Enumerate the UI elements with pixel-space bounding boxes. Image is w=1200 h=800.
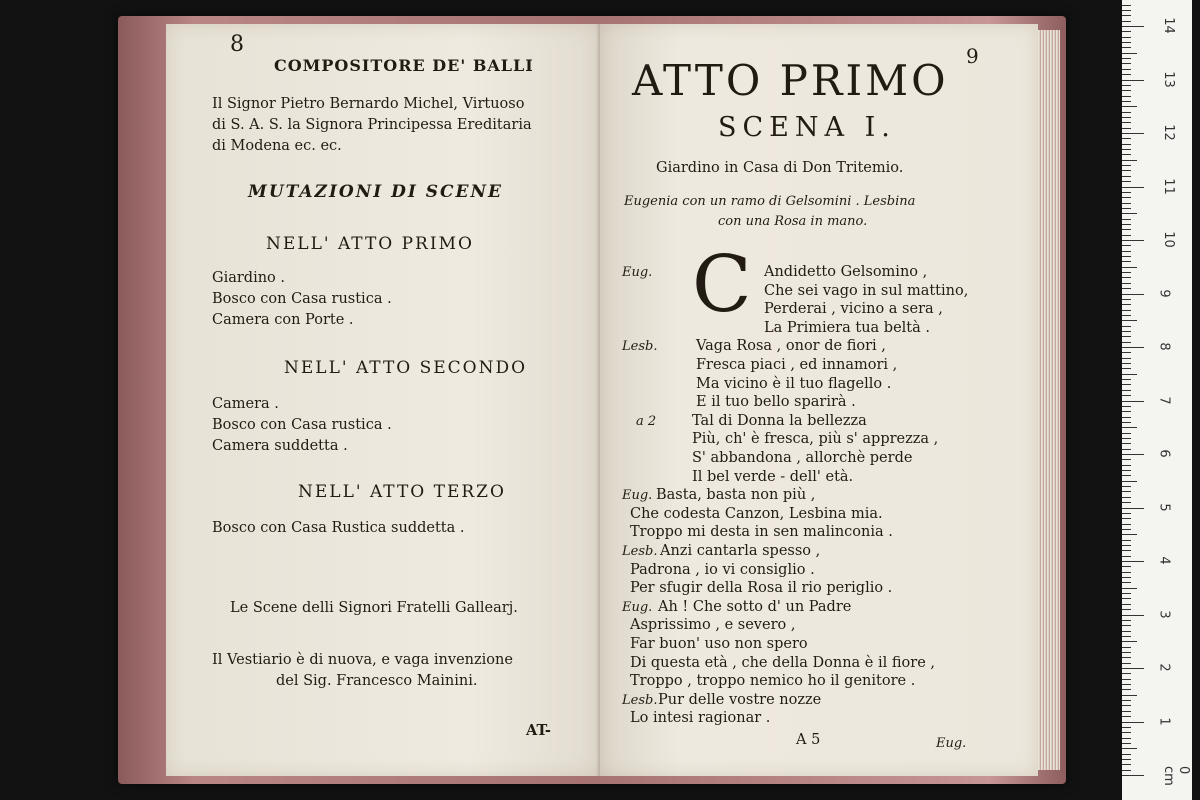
ruler-tick (1122, 133, 1144, 134)
act-title: ATTO PRIMO (632, 56, 949, 105)
ruler-tick (1122, 347, 1144, 348)
ruler-tick (1122, 433, 1131, 434)
verse-line: E il tuo bello sparirà . (696, 394, 856, 411)
ruler-tick (1122, 5, 1131, 6)
ruler-tick (1122, 620, 1131, 621)
verse-line: Pur delle vostre nozze (658, 691, 822, 708)
ruler-tick (1122, 722, 1144, 723)
drop-cap: C (692, 240, 752, 330)
ruler-tick (1122, 390, 1131, 391)
ruler-tick (1122, 540, 1131, 541)
ruler-tick (1122, 165, 1131, 166)
scene-item: Giardino . (212, 270, 286, 286)
costume-credit-line: del Sig. Francesco Mainini. (276, 673, 478, 689)
catchword: AT- (526, 722, 551, 739)
ruler-tick (1122, 283, 1131, 284)
ruler-tick (1122, 502, 1131, 503)
ruler-tick (1122, 481, 1137, 482)
act-one-heading: NELL' ATTO PRIMO (266, 234, 474, 254)
ruler-tick (1122, 224, 1131, 225)
ruler-tick (1122, 149, 1131, 150)
ruler-label: 4 (1156, 556, 1172, 565)
ruler-label: 12 (1160, 124, 1176, 141)
page-number: 8 (230, 32, 244, 57)
verse-line: Troppo mi desta in sen malinconia . (630, 524, 893, 541)
ruler-tick (1122, 764, 1131, 765)
verse-line: Andidetto Gelsomino , (764, 264, 928, 280)
verse-line: Troppo , troppo nemico ho il genitore . (630, 673, 916, 690)
ruler-tick (1122, 438, 1131, 439)
ruler-tick (1122, 379, 1131, 380)
ruler-label: 10 (1160, 231, 1176, 248)
ruler-tick (1122, 331, 1131, 332)
ruler-tick (1122, 219, 1131, 220)
ruler-tick (1122, 417, 1131, 418)
ruler-tick (1122, 443, 1131, 444)
ruler-label: 5 (1156, 502, 1172, 512)
speaker-label: Lesb. (622, 339, 658, 355)
ruler-tick (1122, 176, 1131, 177)
speaker-label: a 2 (636, 413, 657, 429)
ruler-tick (1122, 352, 1131, 353)
ruler-tick (1122, 272, 1131, 273)
ruler-tick (1122, 187, 1144, 188)
ruler-tick (1122, 411, 1131, 412)
ruler-tick (1122, 577, 1131, 578)
ruler-tick (1122, 304, 1131, 305)
ruler-tick (1122, 197, 1131, 198)
ruler-tick (1122, 229, 1131, 230)
ruler-tick (1122, 550, 1131, 551)
ruler-tick (1122, 47, 1131, 48)
scene-item: Camera . (212, 396, 279, 412)
ruler-tick (1122, 144, 1131, 145)
ruler-tick (1122, 705, 1131, 706)
stage-direction-line: con una Rosa in mano. (718, 214, 868, 229)
verse-line: Far buon' uso non spero (630, 636, 808, 652)
ruler-tick (1122, 42, 1131, 43)
act-three-heading: NELL' ATTO TERZO (298, 482, 506, 502)
verse-line: Asprissimo , e severo , (630, 617, 796, 634)
speaker-label: Eug. (622, 488, 653, 504)
composer-line: di S. A. S. la Signora Principessa Ereditaria (212, 117, 532, 133)
ruler-tick (1122, 609, 1131, 610)
ruler-tick (1122, 459, 1131, 460)
verse-line: Tal di Donna la bellezza (692, 412, 867, 429)
costume-credit-line: Il Vestiario è di nuova, e vaga invenzione (212, 652, 513, 668)
ruler-tick (1122, 310, 1131, 311)
ruler-tick (1122, 117, 1131, 118)
ruler-tick (1122, 470, 1131, 471)
ruler-tick (1122, 363, 1131, 364)
ruler-tick (1122, 294, 1144, 295)
page-edges (1038, 30, 1060, 770)
ruler-tick (1122, 625, 1131, 626)
ruler-tick (1122, 615, 1144, 616)
ruler-tick (1122, 679, 1131, 680)
ruler-tick (1122, 261, 1131, 262)
ruler-tick (1122, 138, 1131, 139)
page-number: 9 (966, 44, 979, 68)
ruler-tick (1122, 561, 1144, 562)
ruler-tick (1122, 21, 1131, 22)
verse-line: Vaga Rosa , onor de fiori , (696, 338, 886, 355)
verse-line: Basta, basta non più , (656, 487, 816, 504)
scenery-credit: Le Scene delli Signori Fratelli Gallearj. (230, 600, 518, 616)
ruler-tick (1122, 326, 1131, 327)
measuring-ruler (1122, 0, 1192, 800)
ruler-tick (1122, 716, 1131, 717)
catchword: Eug. (936, 736, 967, 751)
verse-line: Che codesta Canzon, Lesbina mia. (630, 505, 883, 522)
ruler-tick (1122, 69, 1131, 70)
ruler-tick (1122, 112, 1131, 113)
ruler-tick (1122, 31, 1131, 32)
stage-direction-line: Eugenia con un ramo di Gelsomini . Lesbina (624, 194, 916, 209)
ruler-tick (1122, 652, 1131, 653)
ruler-tick (1122, 235, 1131, 236)
ruler-tick (1122, 636, 1131, 637)
scene-item: Camera con Porte . (212, 312, 354, 328)
verse-line: Di questa età , che della Donna è il fiore , (630, 654, 936, 671)
verse-line: Fresca piaci , ed innamori , (696, 357, 898, 373)
ballet-composer-heading: COMPOSITORE DE' BALLI (274, 56, 534, 75)
ruler-tick (1122, 288, 1131, 289)
verse-line: Anzi cantarla spesso , (660, 543, 821, 559)
verse-line: La Primiera tua beltà . (764, 319, 930, 336)
ruler-tick (1122, 63, 1131, 64)
ruler-tick (1122, 192, 1131, 193)
ruler-tick (1122, 395, 1131, 396)
ruler-tick (1122, 26, 1144, 27)
ruler-tick (1122, 497, 1131, 498)
ruler-tick (1122, 315, 1131, 316)
ruler-tick (1122, 593, 1131, 594)
ruler-tick (1122, 154, 1131, 155)
ruler-tick (1122, 449, 1131, 450)
ruler-tick (1122, 213, 1137, 214)
ruler-tick (1122, 368, 1131, 369)
ruler-tick (1122, 475, 1131, 476)
ruler-label: 8 (1156, 342, 1172, 351)
ruler-tick (1122, 598, 1131, 599)
ruler-tick (1122, 566, 1131, 567)
ruler-label: 11 (1160, 177, 1176, 195)
ruler-tick (1122, 657, 1131, 658)
ruler-tick (1122, 256, 1131, 257)
ruler-tick (1122, 181, 1131, 182)
ruler-tick (1122, 96, 1131, 97)
verse-line: Padrona , io vi consiglio . (630, 561, 815, 578)
verse-line: Più, ch' è fresca, più s' apprezza , (692, 431, 939, 448)
ruler-tick (1122, 518, 1131, 519)
ruler-tick (1122, 277, 1131, 278)
ruler-tick (1122, 85, 1131, 86)
ruler-tick (1122, 58, 1131, 59)
ruler-label: 6 (1156, 449, 1172, 458)
left-page (166, 24, 600, 776)
verse-line: Il bel verde - dell' età. (692, 468, 854, 485)
scene-item: Bosco con Casa Rustica suddetta . (212, 520, 465, 536)
ruler-tick (1122, 486, 1131, 487)
speaker-label: Eug. (622, 265, 653, 280)
verse-line: Ma vicino è il tuo flagello . (696, 375, 892, 392)
ruler-tick (1122, 695, 1137, 696)
ruler-tick (1122, 759, 1131, 760)
ruler-tick (1122, 770, 1131, 771)
verse-line: Lo intesi ragionar . (630, 710, 771, 727)
scene-item: Camera suddetta . (212, 438, 348, 454)
ruler-label: 0 cm (1161, 766, 1191, 786)
ruler-label: 1 (1156, 716, 1172, 726)
verse-line: Ah ! Che sotto d' un Padre (658, 598, 852, 615)
ruler-tick (1122, 406, 1131, 407)
ruler-tick (1122, 711, 1131, 712)
ruler-tick (1122, 245, 1131, 246)
ruler-tick (1122, 663, 1131, 664)
ruler-tick (1122, 101, 1131, 102)
ruler-tick (1122, 240, 1144, 241)
ruler-tick (1122, 128, 1131, 129)
ruler-tick (1122, 384, 1131, 385)
ruler-label: 7 (1156, 395, 1172, 405)
ruler-tick (1122, 673, 1131, 674)
ruler-tick (1122, 299, 1131, 300)
ruler-tick (1122, 203, 1131, 204)
speaker-label: Eug. (622, 599, 653, 615)
scene-changes-title: MUTAZIONI DI SCENE (248, 182, 504, 202)
ruler-tick (1122, 582, 1131, 583)
ruler-tick (1122, 342, 1131, 343)
ruler-tick (1122, 401, 1144, 402)
ruler-tick (1122, 508, 1144, 509)
ruler-tick (1122, 684, 1131, 685)
ruler-tick (1122, 572, 1131, 573)
ruler-tick (1122, 491, 1131, 492)
ruler-tick (1122, 647, 1131, 648)
ruler-tick (1122, 754, 1131, 755)
ruler-tick (1122, 170, 1131, 171)
ruler-tick (1122, 631, 1131, 632)
scene-item: Bosco con Casa rustica . (212, 417, 392, 433)
verse-line: Per sfugir della Rosa il rio periglio . (630, 580, 893, 597)
ruler-tick (1122, 160, 1137, 161)
ruler-tick (1122, 10, 1131, 11)
ruler-label: 13 (1160, 70, 1176, 88)
ruler-label: 2 (1156, 663, 1172, 672)
ruler-tick (1122, 320, 1137, 321)
scene-item: Bosco con Casa rustica . (212, 291, 392, 307)
right-page (600, 24, 1038, 776)
act-two-heading: NELL' ATTO SECONDO (284, 358, 528, 378)
ruler-tick (1122, 689, 1131, 690)
scene-setting: Giardino in Casa di Don Tritemio. (656, 160, 904, 176)
ruler-tick (1122, 427, 1137, 428)
ruler-tick (1122, 267, 1137, 268)
ruler-tick (1122, 90, 1131, 91)
ruler-tick (1122, 529, 1131, 530)
ruler-tick (1122, 336, 1131, 337)
ruler-tick (1122, 668, 1144, 669)
ruler-tick (1122, 545, 1131, 546)
composer-line: di Modena ec. ec. (212, 138, 342, 154)
ruler-tick (1122, 775, 1144, 776)
ruler-tick (1122, 454, 1144, 455)
ruler-tick (1122, 641, 1137, 642)
ruler-tick (1122, 422, 1131, 423)
signature-mark: A 5 (796, 732, 821, 748)
ruler-tick (1122, 251, 1131, 252)
ruler-tick (1122, 534, 1137, 535)
speaker-label: Lesb. (622, 692, 658, 708)
verse-line: Che sei vago in sul mattino, (764, 282, 969, 299)
ruler-tick (1122, 374, 1137, 375)
ruler-tick (1122, 732, 1131, 733)
composer-line: Il Signor Pietro Bernardo Michel, Virtuoso (212, 96, 525, 112)
ruler-tick (1122, 700, 1131, 701)
ruler-label: 14 (1160, 17, 1176, 34)
ruler-tick (1122, 524, 1131, 525)
ruler-tick (1122, 74, 1131, 75)
ruler-tick (1122, 80, 1144, 81)
ruler-tick (1122, 556, 1131, 557)
verse-line: S' abbandona , allorchè perde (692, 450, 913, 466)
ruler-tick (1122, 748, 1137, 749)
ruler-tick (1122, 604, 1131, 605)
ruler-tick (1122, 588, 1137, 589)
speaker-label: Lesb. (622, 544, 658, 559)
ruler-tick (1122, 465, 1131, 466)
ruler-tick (1122, 513, 1131, 514)
ruler-tick (1122, 122, 1131, 123)
ruler-tick (1122, 743, 1131, 744)
ruler-tick (1122, 15, 1131, 16)
ruler-tick (1122, 358, 1131, 359)
ruler-tick (1122, 208, 1131, 209)
ruler-tick (1122, 738, 1131, 739)
ruler-label: 9 (1156, 288, 1172, 298)
ruler-tick (1122, 53, 1137, 54)
ruler-tick (1122, 727, 1131, 728)
ruler-tick (1122, 37, 1131, 38)
scene-title: SCENA I. (718, 112, 896, 143)
ruler-tick (1122, 106, 1137, 107)
verse-line: Perderai , vicino a sera , (764, 301, 943, 318)
ruler-label: 3 (1156, 609, 1172, 619)
